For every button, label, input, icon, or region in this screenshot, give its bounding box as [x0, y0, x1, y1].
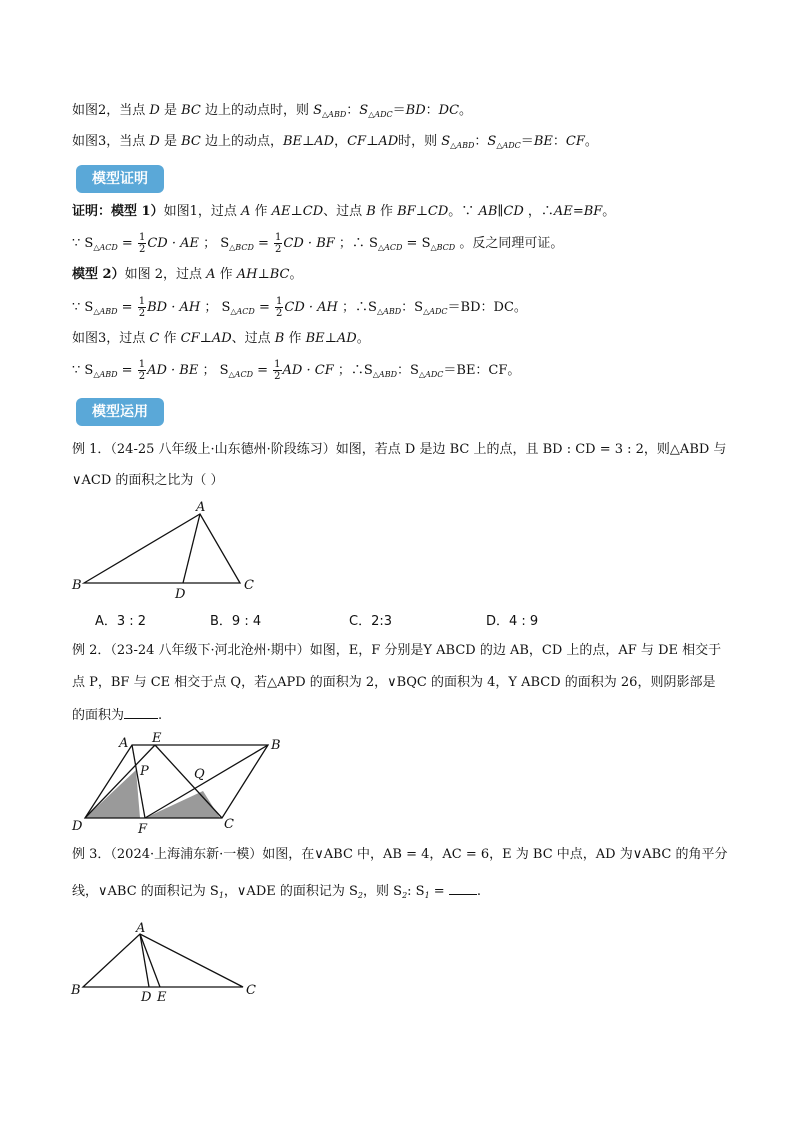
- ex2-line-1: 例 2．（23-24 八年级下·河北沧州·期中）如图，E，F 分别是Y ABCD 的边 AB，CD 上的点，AF 与 DE 相交于: [72, 643, 722, 658]
- ex3-triangle-abc: [83, 934, 243, 987]
- ex1-label-c: C: [244, 578, 254, 593]
- ex3-label-e: E: [157, 990, 167, 1005]
- section-badge-apply: 模型运用: [76, 398, 164, 426]
- ex3-line-1: 例 3．（2024·上海浦东新·一模）如图，在∨ABC 中，AB = 4，AC = 6，E 为 BC 中点，AD 为∨ABC 的角平分: [72, 847, 728, 862]
- ex3-segment-ae: [140, 934, 160, 987]
- ex3-line-2: 线，∨ABC 的面积记为 $S_1$，∨ADE 的面积记为 $S_2$，则 $S_2$: $S_1$ = .: [72, 884, 481, 900]
- proof-line-3: 模型 2）如图 2，过点 A 作 AH⊥BC。: [72, 267, 303, 282]
- proof-line-5: 如图3，过点 C 作 CF⊥AD、过点 B 作 BE⊥AD。: [72, 331, 370, 346]
- ex2-line-2: 点 P，BF 与 CE 相交于点 Q，若△APD 的面积为 2，∨BQC 的面积为 4，Y ABCD 的面积为 26，则阴影部是: [72, 675, 716, 690]
- ex1-option-a[interactable]: A．3 : 2: [95, 614, 147, 629]
- ex2-label-e: E: [152, 731, 162, 746]
- proof-line-2: ∵ $S_{\triangle ACD}$ = $\frac{1}{2}$ CD · AE ； $S_{\triangle BCD}$ = $\frac{1}{2}$ CD · BF ；∴ $S_{\triangle ACD} = S_{\triangle BCD}$ 。反之同理可证。: [72, 232, 564, 255]
- intro-line-2: 如图3，当点 D 是 BC 边上的动点，BE⊥AD，CF⊥AD时，则 $S_{\triangle ABD}$：$S_{\triangle ADC}=BE$：CF。: [72, 134, 598, 150]
- ex3-label-b: B: [71, 983, 81, 998]
- ex3-label-c: C: [246, 983, 256, 998]
- fraction: $\frac{1}{2}$: [276, 296, 283, 319]
- ex2-label-q: Q: [194, 767, 205, 782]
- fraction: $\frac{1}{2}$: [138, 359, 146, 382]
- fraction: $\frac{1}{2}$: [275, 232, 282, 255]
- ex3-label-a: A: [136, 921, 146, 936]
- ex2-label-d: D: [72, 819, 83, 834]
- ex1-option-d[interactable]: D．4 : 9: [486, 614, 539, 629]
- ex2-label-c: C: [224, 817, 234, 832]
- ex2-label-p: P: [140, 764, 149, 779]
- intro-line-1: 如图2，当点 D 是 BC 边上的动点时，则 $S_{\triangle ABD}$：$S_{\triangle ADC}=BD$：DC。: [72, 103, 473, 119]
- ex1-label-a: A: [196, 500, 206, 515]
- ex1-label-b: B: [72, 578, 82, 593]
- ex1-label-d: D: [175, 587, 186, 602]
- ex3-segment-ad: [140, 934, 149, 987]
- fraction: $\frac{1}{2}$: [138, 296, 146, 319]
- ex2-label-b: B: [271, 738, 281, 753]
- ex2-label-f: F: [138, 822, 148, 837]
- proof-line-4: ∵ $S_{\triangle ABD}$ = $\frac{1}{2}$ BD · AH ； $S_{\triangle ACD}$ = $\frac{1}{2}$ CD · AH ；$\therefore S_{\triangle ABD}$：$S_{\triangle ADC}=BD$：DC。: [72, 296, 527, 319]
- proof-line-6: ∵ $S_{\triangle ABD}$ = $\frac{1}{2}$ AD · BE ； $S_{\triangle ACD}$ = $\frac{1}{2}$ AD · CF ；$\therefore S_{\triangle ABD}$：$S_{\triangle ADC}=BE$：CF。: [72, 359, 521, 382]
- fraction: $\frac{1}{2}$: [138, 232, 146, 255]
- ex3-label-d: D: [141, 990, 152, 1005]
- ex2-line-3: 的面积为 .: [72, 708, 163, 723]
- ex2-label-a: A: [119, 736, 129, 751]
- ex1-option-c[interactable]: C．2:3: [349, 614, 392, 629]
- ex1-line-2: ∨ACD 的面积之比为（ ）: [72, 473, 224, 488]
- ex1-line-1: 例 1．（24-25 八年级上·山东德州·阶段练习）如图，若点 D 是边 BC 上的点，且 BD : CD = 3 : 2，则△ABD 与: [72, 442, 727, 457]
- fraction: $\frac{1}{2}$: [274, 359, 281, 382]
- proof-line-1: 证明：模型 1）如图1，过点 A 作 AE⊥CD、过点 B 作 BF⊥CD。∵ AB∥CD ，∴AE=BF。: [72, 204, 616, 219]
- ex1-option-b[interactable]: B．9 : 4: [210, 614, 262, 629]
- section-badge-proof: 模型证明: [76, 165, 164, 193]
